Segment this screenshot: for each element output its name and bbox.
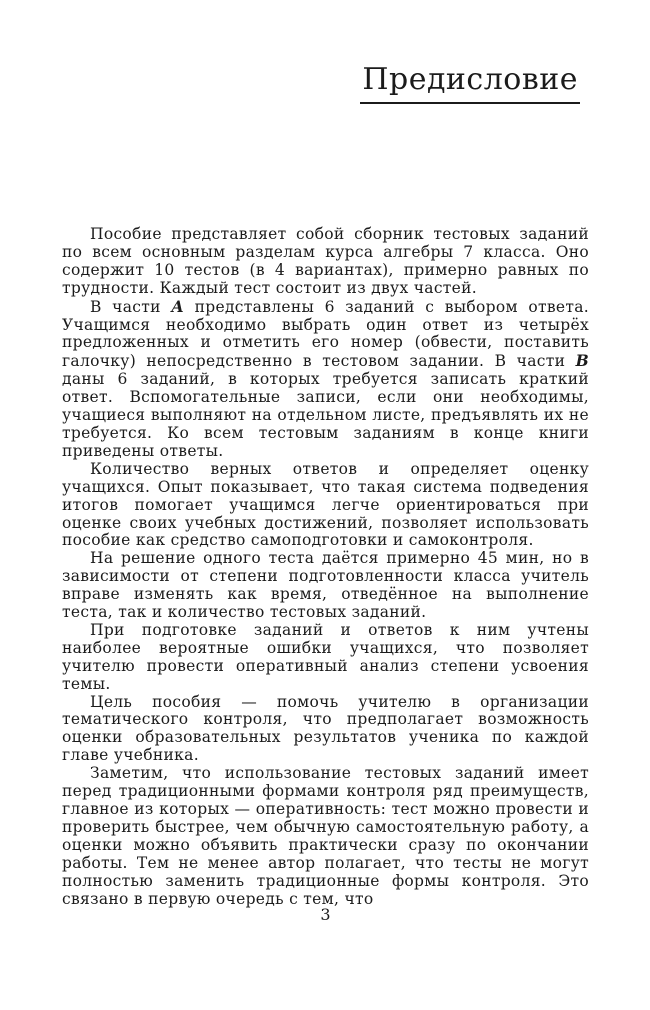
paragraph-3: Количество верных ответов и определяет оценку учащихся. Опыт показывает, что такая система подведения итогов помогает учащимся легче ориентироваться при оценке своих учебных достижений, позволяет использовать пособие как средство самоподготовки и самоконтроля.: [62, 459, 589, 550]
page-title: Предисловие: [360, 62, 580, 104]
body-text: [62, 226, 589, 908]
paragraph-2-text-3: даны 6 заданий, в которых требуется записать краткий ответ. Вспомогательные записи, если они необходимы, учащиеся выполняют на отдельном листе, предъявлять их не требуется. Ко всем тестовым заданиям в конце книги приведены ответы.: [62, 370, 589, 460]
part-label-b: В: [575, 351, 589, 371]
paragraph-7: Заметим, что использование тестовых заданий имеет перед традиционными формами контроля ряд преимуществ, главное из которых — оперативность: тест можно провести и проверить быстрее, чем обычную самостоятельную работу, а оценки можно объявить практически сразу по окончании работы. Тем не менее автор полагает, что тесты не могут полностью заменить традиционные формы контроля. Это связано в первую очередь с тем, что: [62, 764, 589, 908]
paragraph-2-text-1: В части: [90, 297, 172, 316]
paragraph-4: На решение одного теста даётся примерно 45 мин, но в зависимости от степени подготовленности класса учитель вправе изменять как время, отведённое на выполнение теста, так и количество тестовых заданий.: [62, 549, 589, 622]
paragraph-1: Пособие представляет собой сборник тестовых заданий по всем основным разделам курса алгебры 7 класса. Оно содержит 10 тестов (в 4 вариантах), примерно равных по трудности. Каждый тест состоит из двух частей.: [62, 225, 589, 297]
paragraph-6: Цель пособия — помочь учителю в организации тематического контроля, что предполагает возможность оценки образовательных результатов ученика по каждой главе учебника.: [62, 692, 589, 765]
paragraph-2: [62, 298, 589, 461]
page-number: 3: [320, 905, 331, 924]
part-label-a: А: [171, 296, 185, 316]
paragraph-5: При подготовке заданий и ответов к ним учтены наиболее вероятные ошибки учащихся, что позволяет учителю провести оперативный анализ степени усвоения темы.: [62, 620, 589, 693]
paragraph-2-text-2: представлены 6 заданий с выбором ответа. Учащимся необходимо выбрать один ответ из четырёх предложенных и отметить его номер (обвести, поставить галочку) непосредственно в тестовом задании. В части: [62, 297, 589, 371]
